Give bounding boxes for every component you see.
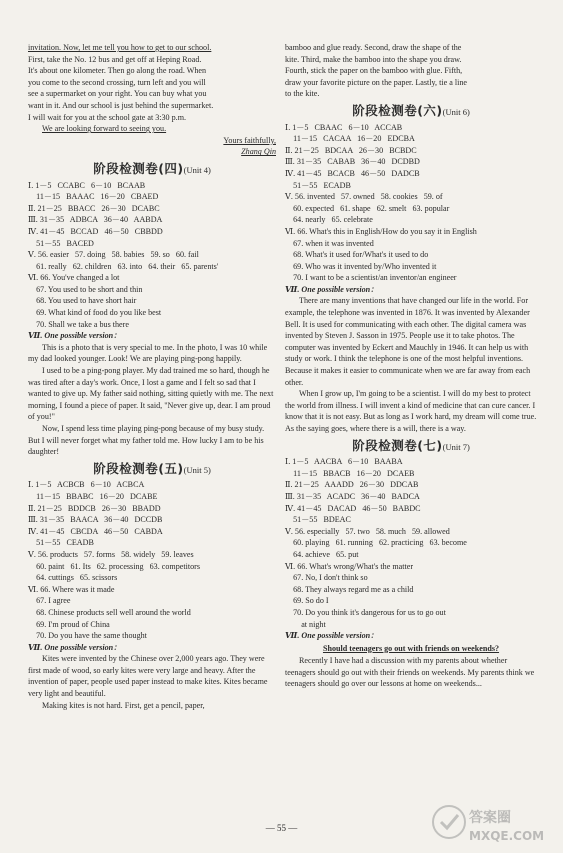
text-line: invitation. Now, let me tell you how to get to our school. <box>28 43 212 52</box>
section-title-test5 <box>28 460 276 477</box>
answer-line: 68. What's it used for/What's it used to do <box>285 250 429 260</box>
answer-line: Ⅲ. 31－35 ADBCA 36－40 AABDA <box>28 215 163 225</box>
answer-line: Ⅳ. 41－45 CBCDA 46－50 CABDA <box>28 526 163 536</box>
answers-test4 <box>28 180 276 458</box>
section-title-text: 阶段检测卷(七) <box>352 437 443 453</box>
section-unit: (Unit 5) <box>183 464 211 475</box>
answer-line: Ⅲ. 31－35 CABAB 36－40 DCDBD <box>285 157 420 167</box>
essay-paragraph: Now, I spend less time playing ping-pong because of my busy study. But I will never forget what my father told me. How lucky I am to be his daughter! <box>28 424 265 457</box>
answer-line: Ⅱ. 21－25 AAADD 26－30 DDCAB <box>285 480 419 490</box>
essay-paragraph: Kites were invented by the Chinese over 2,000 years ago. They were first made of wood, so early kites were very large and heavy. After the invention of paper, people used paper instead to make kites. Kites became very light and beautiful. <box>28 654 268 699</box>
answer-line: 70. Do you think it's dangerous for us to go out <box>285 607 446 617</box>
page-number: — 55 — <box>265 823 298 833</box>
right-column <box>285 42 537 690</box>
letter-sign: Yours faithfully, <box>223 135 276 145</box>
letter-closing: We are looking forward to seeing you. <box>42 124 167 134</box>
letter-name: Zhang Qin <box>241 147 276 157</box>
text-line: to the kite. <box>285 89 320 99</box>
answer-line: Ⅰ. 1－5 AACBA 6－10 BAABA <box>285 457 403 467</box>
section-unit: (Unit 6) <box>442 106 470 117</box>
answer-line: Ⅲ. 31－35 BAACA 36－40 DCCDB <box>28 515 163 525</box>
answer-line: 64. cuttings 65. scissors <box>28 573 118 583</box>
answer-line: Ⅴ. 56. easier 57. doing 58. babies 59. so 60. fail <box>28 250 199 260</box>
text-line: you come to the second crossing, turn left and you will <box>28 77 206 87</box>
answer-line: Ⅴ. 56. especially 57. two 58. much 59. allowed <box>285 526 450 536</box>
answer-line: Ⅱ. 21－25 BDDCB 26－30 BBADD <box>28 503 161 513</box>
svg-text:MXQE.COM: MXQE.COM <box>469 829 545 843</box>
essay-paragraph: This is a photo that is very special to me. In the photo, I was 10 while my dad looked younger. Look! We are playing ping-pong happily. <box>28 342 268 364</box>
essay-paragraph: I used to be a ping-pong player. My dad trained me so hard, though he was tired after a day's work. Once, I lost a game and I felt so sad that I wanted to give up. My father said nothing, sitting quietly with me. The next morning, I found a piece of paper. It said, "Never give up, dear. I am proud of you!" <box>28 366 274 422</box>
version-label: Ⅶ. One possible version： <box>28 642 122 652</box>
answer-line: Ⅰ. 1－5 ACBCB 6－10 ACBCA <box>28 480 145 490</box>
answer-line: Ⅱ. 21－25 BDCAA 26－30 BCBDC <box>285 145 417 155</box>
text-line: want in it. And our school is just behind the supermarket. <box>28 100 214 110</box>
answer-line: 68. Chinese products sell well around the world <box>28 607 191 617</box>
answer-line: 60. expected 61. shape 62. smelt 63. popular <box>285 203 450 213</box>
essay-title: Should teenagers go out with friends on weekends? <box>322 643 500 653</box>
text-line: see a supermarket on your right. You can buy what you <box>28 89 207 99</box>
answer-line: Ⅰ. 1－5 CBAAC 6－10 ACCAB <box>285 122 403 132</box>
essay-paragraph: Recently I have had a discussion with my parents about whether teenagers should go out with their friends on weekends. My parents think we teenagers should go over our lessons at home on weekends... <box>285 656 535 689</box>
text-line: bamboo and glue ready. Second, draw the shape of the <box>285 43 462 52</box>
answer-line: Ⅳ. 41－45 DACAD 46－50 BABDC <box>285 503 421 513</box>
answer-line: 11－15 BBACB 16－20 DCAEB <box>285 468 415 478</box>
text-line: kite. Third, make the bamboo into the shape you draw. <box>285 54 462 64</box>
version-label: Ⅶ. One possible version： <box>285 284 379 294</box>
watermark-logo <box>429 802 549 846</box>
answer-line: 67. You used to be short and thin <box>28 284 143 294</box>
answer-line: 69. So do I <box>285 596 329 606</box>
essay-paragraph: When I grow up, I'm going to be a scientist. I will do my best to protect the world from illness. I will invent a kind of medicine that can cure cancer. I know that it is not easy. But as long as I work hard, my dream will come true. As the saying goes, where there is a will, there is a way. <box>285 389 537 433</box>
answer-line: 69. What kind of food do you like best <box>28 308 162 318</box>
version-label: Ⅶ. One possible version： <box>28 331 122 341</box>
answer-line: Ⅴ. 56. invented 57. owned 58. cookies 59. of <box>285 192 443 202</box>
answer-line: 60. paint 61. Its 62. processing 63. competitors <box>28 561 200 571</box>
text-line: Fourth, stick the paper on the bamboo with glue. Fifth, <box>285 66 463 76</box>
answer-line: Ⅵ. 66. What's wrong/What's the matter <box>285 561 414 571</box>
section-title-text: 阶段检测卷(四) <box>93 160 184 176</box>
answer-line: Ⅲ. 31－35 ACADC 36－40 BADCA <box>285 491 420 501</box>
text-line: It's about one kilometer. Then go along the road. When <box>28 66 207 76</box>
section-title-text: 阶段检测卷(六) <box>352 102 443 118</box>
section-title-text: 阶段检测卷(五) <box>93 460 184 476</box>
answer-line: 11－15 BAAAC 16－20 CBAED <box>28 192 159 202</box>
answer-line: 70. Do you have the same thought <box>28 631 147 641</box>
kite-steps <box>285 42 537 100</box>
version-label: Ⅶ. One possible version： <box>285 631 379 641</box>
answer-line: Ⅱ. 21－25 BBACC 26－30 DCABC <box>28 203 160 213</box>
section-title-test6 <box>285 102 537 119</box>
answer-line: 61. really 62. children 63. into 64. their 65. parents' <box>28 261 219 271</box>
answer-line: 11－15 BBABC 16－20 DCABE <box>28 491 158 501</box>
answer-line: 70. I want to be a scientist/an inventor/an engineer <box>285 273 457 283</box>
answer-line: 64. achieve 65. put <box>285 549 359 559</box>
answer-line: 11－15 CACAA 16－20 EDCBA <box>285 134 415 144</box>
answer-line: 51－55 BACED <box>28 238 94 248</box>
answer-line: Ⅵ. 66. What's this in English/How do you say it in English <box>285 226 477 236</box>
section-title-test4 <box>28 160 276 177</box>
text-line: First, take the No. 12 bus and get off at Heping Road. <box>28 54 202 64</box>
answer-line: Ⅴ. 56. products 57. forms 58. widely 59. leaves <box>28 549 194 559</box>
text-line: I will wait for you at the school gate at 3:30 p.m. <box>28 112 187 122</box>
answer-line: Ⅳ. 41－45 BCACB 46－50 DADCB <box>285 168 420 178</box>
answer-line: 51－55 ECADB <box>285 180 351 190</box>
answer-line: 51－55 BDEAC <box>285 515 351 525</box>
answer-line: Ⅵ. 66. Where was it made <box>28 584 115 594</box>
answers-test5 <box>28 479 276 711</box>
answer-line: 68. You used to have short hair <box>28 296 137 306</box>
answer-line: 69. I'm proud of China <box>28 619 110 629</box>
letter-body <box>28 42 276 158</box>
section-unit: (Unit 4) <box>183 164 211 175</box>
essay-paragraph: There are many inventions that have changed our life in the world. For example, the telephone was invented in 1876. It was invented by Alexander Bell. It is used for communicating with each other. The digital camera was invented by Steven J. Sasson in 1975. People use it to take photos. The computer was invented by Eckert and Mauchly in 1946. It can help us with study or work. I think the telephone is one of the most helpful inventions. Because it makes it easier to communicate when we are far away from each other. <box>285 296 531 387</box>
answer-line: at night <box>285 619 326 629</box>
section-title-test7 <box>285 437 537 454</box>
svg-text:答案圈: 答案圈 <box>469 810 511 826</box>
section-unit: (Unit 7) <box>442 441 470 452</box>
answer-line: 67. No, I don't think so <box>285 573 368 583</box>
answer-line: 64. nearly 65. celebrate <box>285 215 373 225</box>
answer-line: 67. when it was invented <box>285 238 374 248</box>
answer-line: Ⅰ. 1－5 CCABC 6－10 BCAAB <box>28 180 146 190</box>
answer-line: Ⅳ. 41－45 BCCAD 46－50 CBBDD <box>28 226 163 236</box>
answer-line: 67. I agree <box>28 596 71 606</box>
text-line: draw your favorite picture on the paper. Lastly, tie a line <box>285 77 467 87</box>
left-column <box>28 42 276 711</box>
answers-test6 <box>285 122 537 435</box>
answer-line: 70. Shall we take a bus there <box>28 319 129 329</box>
answer-line: 68. They always regard me as a child <box>285 584 414 594</box>
essay-paragraph: Making kites is not hard. First, get a pencil, paper, <box>42 700 205 710</box>
answer-line: Ⅵ. 66. You've changed a lot <box>28 273 120 283</box>
answers-test7 <box>285 456 537 690</box>
answer-line: 51－55 CEADB <box>28 538 94 548</box>
answer-line: 69. Who was it invented by/Who invented it <box>285 261 437 271</box>
answer-line: 60. playing 61. running 62. practicing 63. become <box>285 538 467 548</box>
